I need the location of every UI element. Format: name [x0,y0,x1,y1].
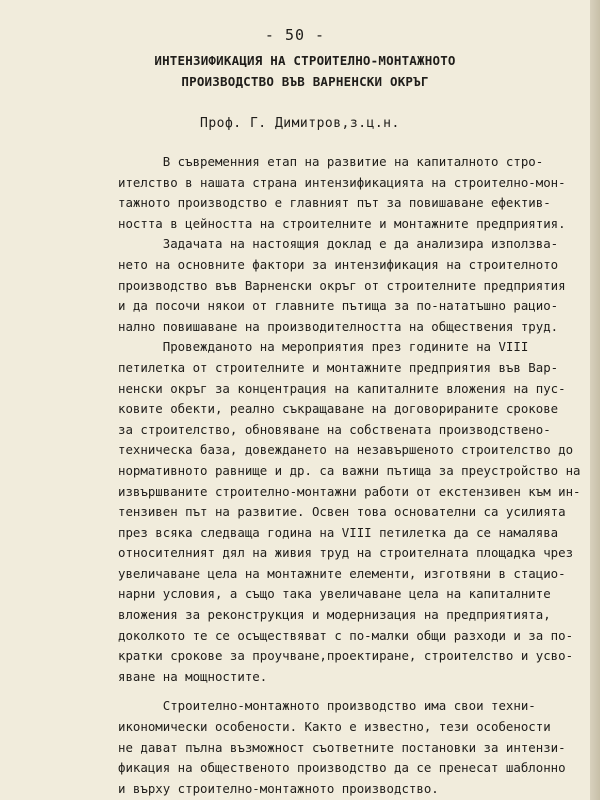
body-line: вложения за реконструкция и модернизация на предприятията, [118,607,551,623]
body-line: и да посочи някои от главните пътища за по-нататъшно рацио- [118,298,559,314]
body-line: нето на основните фактори за интензификация на строителното [118,256,559,272]
body-line: Строително-монтажното производство има свои техни- [118,698,536,714]
body-line: и върху строително-монтажното производство. [118,780,439,796]
body-line: относителният дял на живия труд на строителната площадка чрез [118,545,574,561]
body-line: нарни условия, а също така увеличаване цела на капиталните [118,586,551,602]
body-line: ковите обекти, реално съкращаване на договорираните срокове [118,401,559,417]
article-body [118,152,581,799]
body-line: производство във Варненски окръг от строителните предприятия [118,277,566,293]
body-line: увеличаване цела на монтажните елементи, изготвяни в стацио- [118,565,566,581]
body-line: фикация на общественото производство да се пренесат шаблонно [118,760,566,776]
body-line: доколкото те се осъществяват с по-малки общи разходи и за по- [118,627,574,643]
body-line: нормативното равнище и др. са важни пътища за преустройство на [118,462,581,478]
body-line: не дават пълна възможност съответните постановки за интензи- [118,739,566,755]
body-line: през всяка следваща година на VIII петилетка да се намалява [118,524,559,540]
body-line: ненски окръг за концентрация на капиталните вложения на пус- [118,380,566,396]
article-title [90,50,520,92]
author-line: Проф. Г. Димитров,з.ц.н. [200,116,400,131]
body-line: яване на мощностите. [118,668,268,684]
page-edge [590,0,600,800]
body-line: Провежданото на мероприятия през годините на VIII [118,339,529,355]
body-line: нално повишаване на производителността на обществения труд. [118,318,559,334]
body-line: извършваните строително-монтажни работи от екстензивен към ин- [118,483,581,499]
body-line: ността в цейността на строителните и монтажните предприятия. [118,215,566,231]
body-line [118,687,560,696]
body-line: кратки срокове за проучване,проектиране, строителство и усво- [118,648,574,664]
title-line-2: ПРОИЗВОДСТВО ВЪВ ВАРНЕНСКИ ОКРЪГ [181,74,429,89]
body-line: икономически особености. Както е известно, тези особености [118,719,551,735]
body-line: за строителство, обновяване на собствената производствено- [118,421,551,437]
body-line: тензивен път на развитие. Освен това основателни са усилията [118,504,566,520]
body-line: Задачата на настоящия доклад е да анализира използва- [118,236,559,252]
body-line: В съвременния етап на развитие на капиталното стро- [118,154,544,169]
body-line: техническа база, довеждането на незавършеното строителство до [118,442,574,458]
body-line: ителство в нашата страна интензификацията на строително-мон- [118,174,566,190]
body-line: петилетка от строителните и монтажните предприятия във Вар- [118,359,559,375]
body-line: тажното производство е главният път за повишаване ефектив- [118,195,551,211]
page-number: - 50 - [264,26,326,44]
title-line-1: ИНТЕНЗИФИКАЦИЯ НА СТРОИТЕЛНО-МОНТАЖНОТО [154,53,456,68]
